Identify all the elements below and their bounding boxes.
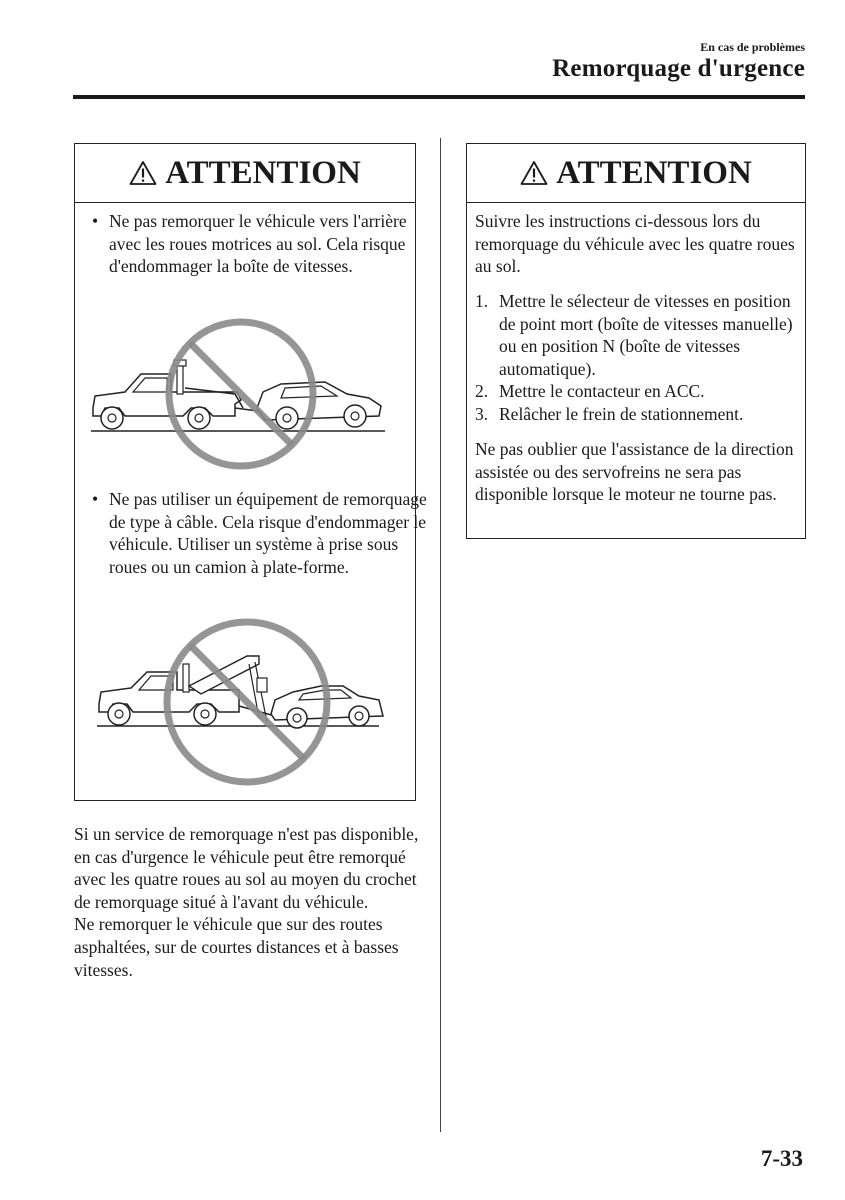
attention-title: ATTENTION: [556, 154, 752, 191]
step-text: Mettre le contacteur en ACC.: [499, 381, 705, 402]
section-label: En cas de problèmes: [700, 40, 805, 54]
step-text: Mettre le sélecteur de vitesses en position de point mort (boîte de vitesses manuelle) ou en position N (boîte de vitesses automatique).: [499, 291, 793, 379]
page-number: 7-33: [760, 1146, 803, 1171]
step-item: [475, 403, 800, 426]
step-number: 3.: [475, 403, 489, 424]
step-number: 2.: [475, 381, 489, 402]
left-body-text: [74, 823, 419, 981]
step-text: Relâcher le frein de stationnement.: [499, 403, 744, 424]
bullet-text: Ne pas utiliser un équipement de remorquage de type à câble. Cela risque d'endommager le véhicule. Utiliser un système à prise sous roues ou un camion à plate-forme.: [109, 489, 427, 577]
wheel-lift-towing-prohibited-illustration: [85, 312, 395, 474]
attention-title: ATTENTION: [165, 154, 361, 191]
attention-box-right: [466, 143, 806, 539]
attention-header: [467, 144, 805, 203]
warning-bullet: [75, 488, 429, 578]
warning-triangle-icon: [129, 160, 157, 186]
bullet-text: Ne pas remorquer le véhicule vers l'arrière avec les roues motrices au sol. Cela risque d'endommager la boîte de vitesses.: [109, 211, 407, 277]
warning-triangle-icon: [520, 160, 548, 186]
warning-bullet: [75, 210, 429, 278]
intro-text: Suivre les instructions ci-dessous lors du remorquage du véhicule avec les quatre roues au sol.: [475, 211, 795, 277]
step-item: [475, 290, 800, 380]
step-item: [475, 380, 800, 403]
attention-box-left: [74, 143, 427, 801]
bullet-dot: •: [92, 489, 99, 509]
bullet-dot: •: [92, 211, 99, 231]
page-title: Remorquage d'urgence: [552, 55, 805, 82]
column-divider: [440, 138, 441, 1132]
note-text: Ne pas oublier que l'assistance de la direction assistée ou des servofreins ne sera pas disponible lorsque le moteur ne tourne pas.: [475, 439, 794, 505]
steps-list: [475, 290, 800, 426]
towing-paragraph: Si un service de remorquage n'est pas disponible, en cas d'urgence le véhicule peut être remorqué avec les quatre roues au sol au moyen du crochet de remorquage situé à l'avant du véhicule.: [74, 824, 419, 912]
attention-header: [75, 144, 415, 203]
header-rule: [73, 95, 805, 99]
towing-paragraph: Ne remorquer le véhicule que sur des routes asphaltées, sur de courtes distances et à basses vitesses.: [74, 914, 399, 980]
step-number: 1.: [475, 291, 489, 311]
sling-towing-prohibited-illustration: [89, 606, 399, 792]
